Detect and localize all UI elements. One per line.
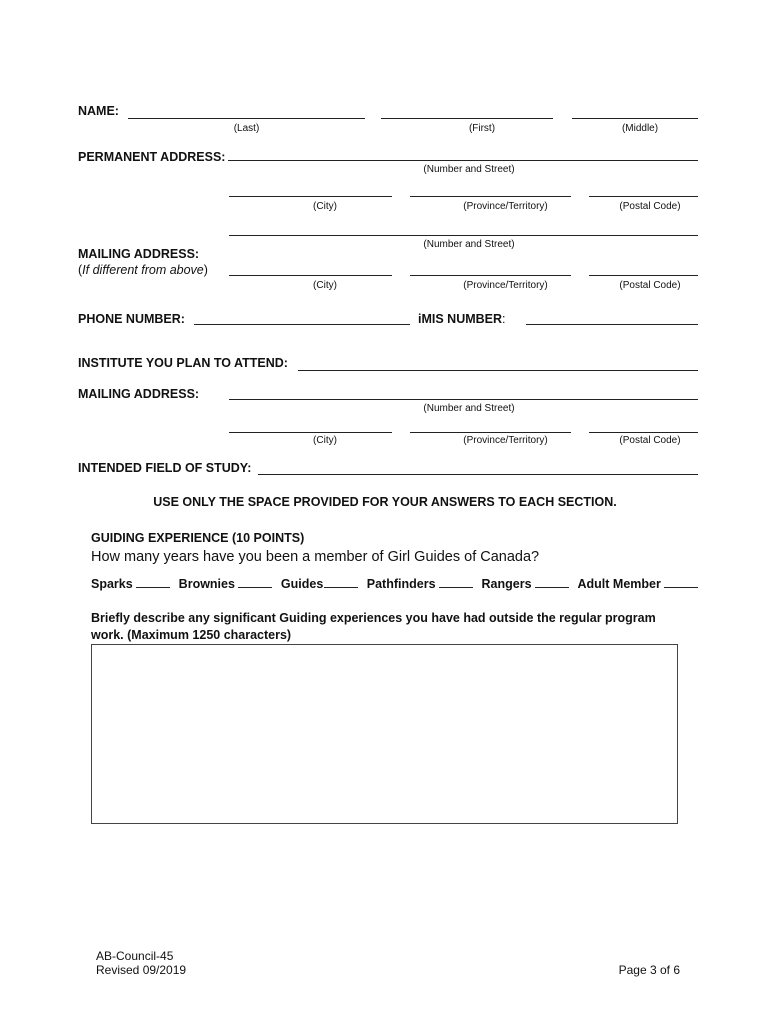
sparks-years-field[interactable] [136, 576, 170, 588]
permanent-province-field[interactable] [410, 196, 571, 197]
permanent-city-field[interactable] [229, 196, 392, 197]
phone-number-label: PHONE NUMBER: [78, 312, 185, 326]
institute-mailing-label: MAILING ADDRESS: [78, 387, 200, 401]
first-name-field[interactable] [381, 118, 553, 119]
last-name-caption: (Last) [233, 123, 260, 134]
mailing-province-caption: (Province/Territory) [463, 280, 548, 291]
mailing-postal-caption: (Postal Code) [619, 280, 681, 291]
permanent-street-caption: (Number and Street) [423, 164, 515, 175]
institute-province-caption: (Province/Territory) [463, 435, 548, 446]
revision-date: Revised 09/2019 [96, 963, 187, 977]
permanent-postal-field[interactable] [589, 196, 698, 197]
guiding-heading: GUIDING EXPERIENCE (10 POINTS) [91, 531, 305, 545]
mailing-street-caption: (Number and Street) [423, 239, 515, 250]
institute-city-caption: (City) [313, 435, 337, 446]
pathfinders-years-field[interactable] [439, 576, 473, 588]
permanent-street-field[interactable] [228, 160, 698, 161]
mailing-street-field[interactable] [229, 235, 698, 236]
permanent-city-caption: (City) [313, 201, 337, 212]
rangers-years-field[interactable] [535, 576, 569, 588]
phone-number-field[interactable] [194, 324, 410, 325]
permanent-province-caption: (Province/Territory) [463, 201, 548, 212]
permanent-postal-caption: (Postal Code) [619, 201, 681, 212]
institute-street-caption: (Number and Street) [423, 403, 515, 414]
mailing-address-note: (If different from above) [78, 263, 208, 277]
mailing-city-field[interactable] [229, 275, 392, 276]
page-number: Page 3 of 6 [618, 963, 680, 977]
middle-name-caption: (Middle) [621, 123, 659, 134]
mailing-province-field[interactable] [410, 275, 571, 276]
brownies-years-field[interactable] [238, 576, 272, 588]
imis-number-label: iMIS NUMBER: [418, 312, 506, 326]
describe-prompt-line-1: Briefly describe any significant Guiding experiences you have had outside the regular program [91, 611, 656, 625]
mailing-address-label: MAILING ADDRESS: [78, 247, 200, 261]
level-brownies-label: Brownies [178, 577, 235, 591]
institute-label: INSTITUTE YOU PLAN TO ATTEND: [78, 356, 288, 370]
imis-number-field[interactable] [526, 324, 698, 325]
guides-years-field[interactable] [324, 576, 358, 588]
institute-street-field[interactable] [229, 399, 698, 400]
years-by-level-row [91, 576, 703, 591]
guiding-experience-answer-box[interactable] [91, 644, 678, 824]
institute-province-field[interactable] [410, 432, 571, 433]
describe-prompt-line-2: work. (Maximum 1250 characters) [91, 628, 292, 642]
years-question: How many years have you been a member of Girl Guides of Canada? [91, 549, 540, 565]
institute-postal-field[interactable] [589, 432, 698, 433]
institute-field[interactable] [298, 370, 698, 371]
form-code: AB-Council-45 [96, 949, 174, 963]
level-guides-label: Guides [280, 577, 324, 591]
section-instruction: USE ONLY THE SPACE PROVIDED FOR YOUR ANSWERS TO EACH SECTION. [153, 495, 617, 509]
mailing-city-caption: (City) [313, 280, 337, 291]
name-label: NAME: [78, 104, 119, 118]
field-of-study-field[interactable] [258, 474, 698, 475]
first-name-caption: (First) [468, 123, 496, 134]
institute-postal-caption: (Postal Code) [619, 435, 681, 446]
middle-name-field[interactable] [572, 118, 698, 119]
adult-member-years-field[interactable] [664, 576, 698, 588]
institute-city-field[interactable] [229, 432, 392, 433]
level-sparks-label: Sparks [91, 577, 133, 591]
mailing-postal-field[interactable] [589, 275, 698, 276]
last-name-field[interactable] [128, 118, 365, 119]
level-adult-member-label: Adult Member [577, 577, 661, 591]
level-rangers-label: Rangers [481, 577, 532, 591]
level-pathfinders-label: Pathfinders [366, 577, 436, 591]
field-of-study-label: INTENDED FIELD OF STUDY: [78, 461, 252, 475]
permanent-address-label: PERMANENT ADDRESS: [78, 150, 226, 164]
